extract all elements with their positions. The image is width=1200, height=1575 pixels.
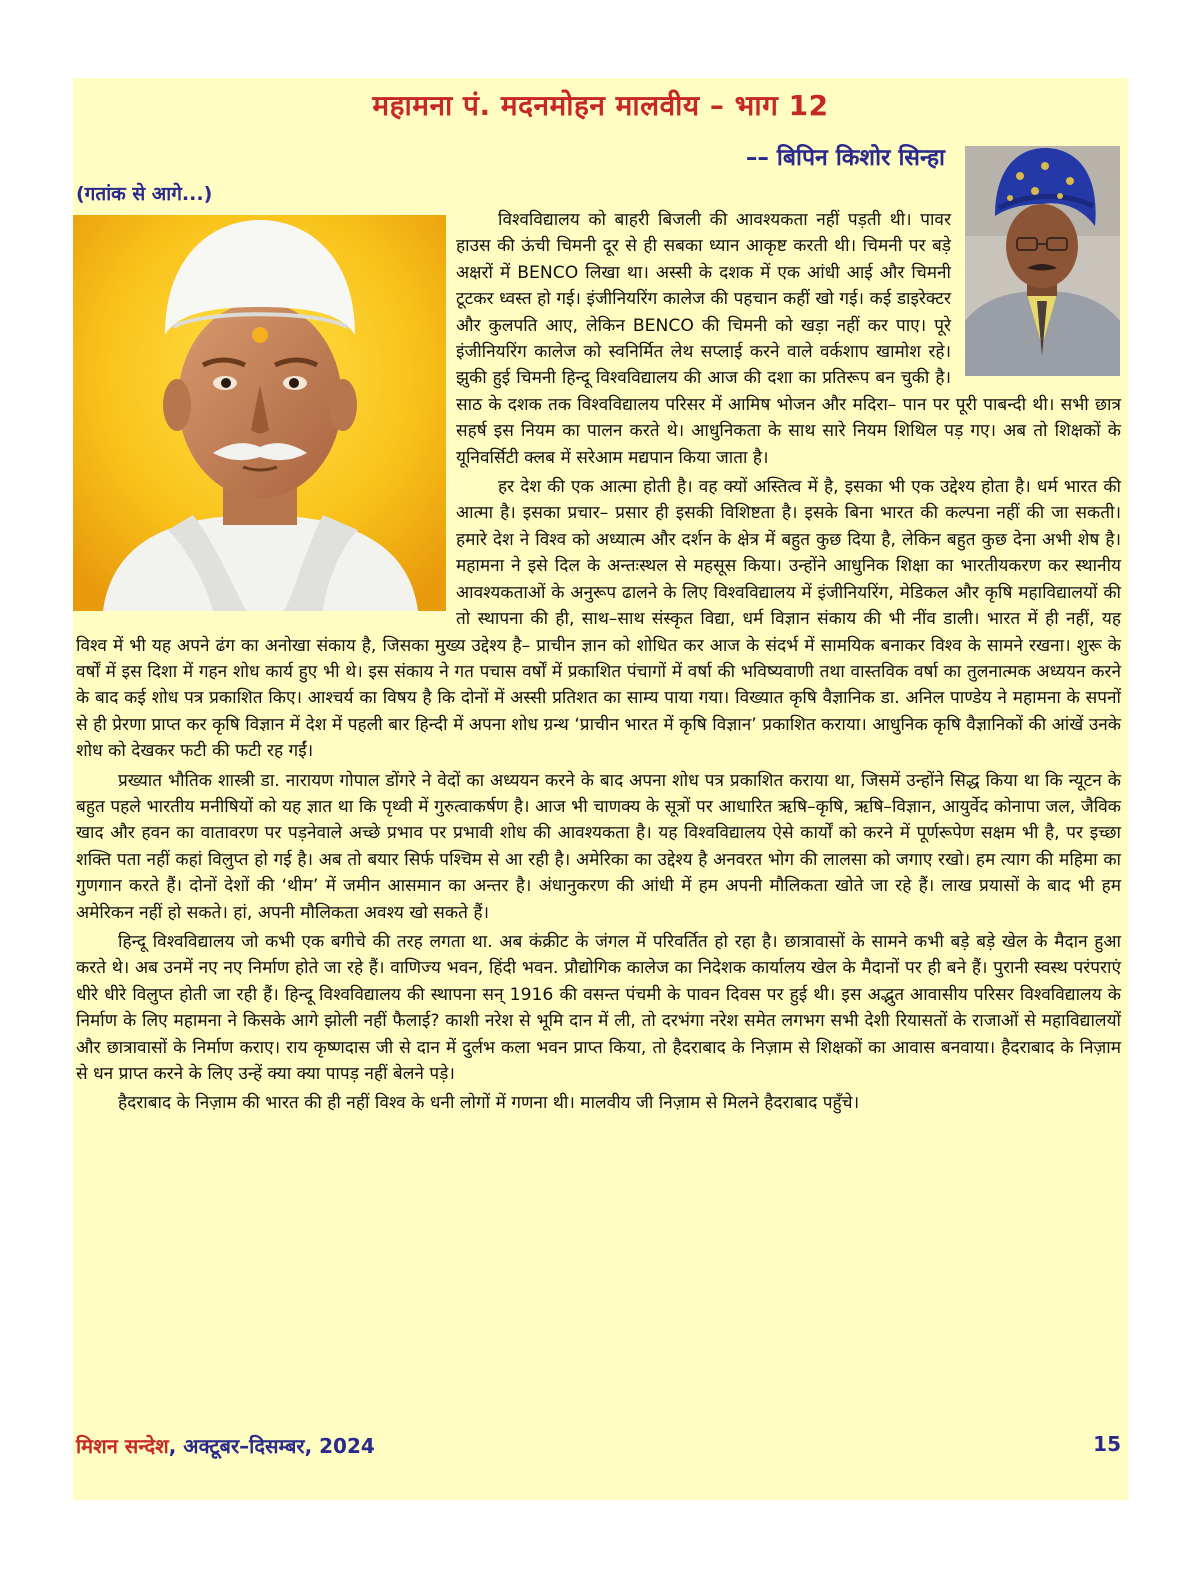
paragraph-3: प्रख्यात भौतिक शास्त्री डा. नारायण गोपाल डोंगरे ने वेदों का अध्ययन करने के बाद अपना शोध पत्र प्रकाशित कराया था, जिसमें उन्होंने सिद्ध किया था कि न्यूटन के बहुत पहले भारतीय मनीषियों को यह ज्ञात था कि पृथ्वी में गुरुत्वाकर्षण है। आज भी चाणक्य के सूत्रों पर आधारित ऋषि–कृषि, ऋषि–विज्ञान, आयुर्वेद कोनापा जल, जैविक खाद और हवन का वातावरण पर पड़नेवाले अच्छे प्रभाव पर प्रभावी शोध की आवश्यकता है। यह विश्वविद्यालय ऐसे कार्यों को करने में पूर्णरूपेण सक्षम भी है, पर इच्छा शक्ति पता नहीं कहां विलुप्त हो गई है। अब तो बयार सिर्फ पश्चिम से आ रही है। अमेरिका का उद्देश्य है अनवरत भोग की लालसा को जगाए रखो। हम त्याग की महिमा का गुणगान करते हैं। दोनों देशों की ‘थीम’ में जमीन आसमान का अन्तर है। अंधानुकरण की आंधी में हम अपनी मौलिकता खोते जा रहे हैं। लाख प्रयासों के बाद भी हम अमेरिकन नहीं हो सकते। हां, अपनी मौलिकता अवश्य खो सकते हैं। [76, 770, 1121, 923]
portrait-spacer [76, 207, 456, 617]
paragraph-4: हिन्दू विश्वविद्यालय जो कभी एक बगीचे की तरह लगता था. अब कंक्रीट के जंगल में परिवर्तित हो रहा है। छात्रावासों के सामने कभी बड़े बड़े खेल के मैदान हुआ करते थे। अब उनमें नए नए निर्माण होते जा रहे हैं। वाणिज्य भवन, हिंदी भवन. प्रौद्योगिक कालेज का निदेशक कार्यालय खेल के मैदानों पर ही बने हैं। पुरानी स्वस्थ परंपराएं धीरे धीरे विलुप्त होती जा रही हैं। हिन्दू विश्वविद्यालय की स्थापना सन् 1916 की वसन्त पंचमी के पावन दिवस पर हुई थी। इस अद्भुत आवासीय परिसर विश्वविद्यालय के निर्माण के लिए महामना ने किसके आगे झोली नहीं फैलाई? काशी नरेश से भूमि दान में ली, तो दरभंगा नरेश समेत लगभग सभी देशी रियासतों के राजाओं से महाविद्यालयों और छात्रावासों के निर्माण कराए। राय कृष्णदास जी से दान में दुर्लभ कला भवन प्राप्त किया, तो हैदराबाद के निज़ाम से शिक्षकों का आवास बनवाया। हैदराबाद के निज़ाम से धन प्राप्त करने के लिए उन्हें क्या क्या पापड़ नहीं बेलने पड़े। [76, 931, 1121, 1084]
article-title: महामना पं. मदनमोहन मालवीय – भाग 12 [372, 89, 829, 122]
issue-date: , अक्टूबर–दिसम्बर, 2024 [168, 1434, 375, 1458]
magazine-name: मिशन सन्देश [76, 1434, 169, 1458]
article-body [76, 207, 1121, 1120]
paragraph-1: विश्वविद्यालय को बाहरी बिजली की आवश्यकता नहीं पड़ती थी। पावर हाउस की ऊंची चिमनी दूर से ही सबका ध्यान आकृष्ट करती थी। चिमनी पर बड़े अक्षरों में BENCO लिखा था। अस्सी के दशक में एक आंधी आई और चिमनी टूटकर ध्वस्त हो गई। इंजीनियरिंग कालेज की पहचान कहीं खो गई। कई डाइरेक्टर और कुलपति आए, लेकिन BENCO की चिमनी को खड़ा नहीं कर पाए। पूरे इंजीनियरिंग कालेज को स्वनिर्मित लेथ सप्लाई करने वाले वर्कशाप खामोश रहे। झुकी हुई चिमनी हिन्दू विश्वविद्यालय की आज की दशा का प्रतिरूप बन चुकी है।साठ के दशक तक विश्वविद्यालय परिसर में आमिष भोजन और मदिरा– पान पर पूरी पाबन्दी थी। सभी छात्र सहर्ष इस नियम का पालन करते थे। आधुनिकता के साथ सारे नियम शिथिल पड़ गए। अब तो शिक्षकों के यूनिवर्सिटी क्लब में सरेआम मद्यपान किया जाता है। [456, 210, 1121, 468]
paragraph-2: हर देश की एक आत्मा होती है। वह क्यों अस्तित्व में है, इसका भी एक उद्देश्य होता है। धर्म भारत की आत्मा है। इसका प्रचार– प्रसार ही इसकी विशिष्टता है। इसके बिना भारत की कल्पना नहीं की जा सकती। हमारे देश ने विश्व को अध्यात्म और दर्शन के क्षेत्र में बहुत कुछ दिया है, लेकिन बहुत कुछ देना अभी शेष है। महामना ने इसे दिल के अन्तःस्थल से महसूस किया। उन्होंने आधुनिक शिक्षा का भारतीयकरण कर स्थानीय आवश्यकताओं के अनुरूप ढालने के लिए विश्वविद्यालय में इंजीनियरिंग, मेडिकल और कृषि महाविद्यालयों की तो स्थापना की ही, साथ–साथ संस्कृत विद्या, धर्म विज्ञान संकाय की भी नींव डाली। भारत में ही नहीं, यह विश्व में भी यह अपने ढंग का अनोखा संकाय है, जिसका मुख्य उद्देश्य है– प्राचीन ज्ञान को शोधित कर आज के संदर्भ में सामयिक बनाकर विश्व के सामने रखना। शुरू के वर्षों में इस दिशा में गहन शोध कार्य हुए भी थे। इस संकाय ने गत पचास वर्षों में प्रकाशित पंचागों में वर्षा की भविष्यवाणी तथा वास्तविक वर्षा का तुलनात्मक अध्ययन करने के बाद कई शोध पत्र प्रकाशित किए। आश्चर्य का विषय है कि दोनों में अस्सी प्रतिशत का साम्य पाया गया। विख्यात कृषि वैज्ञानिक डा. अनिल पाण्डेय ने महामना के सपनों से ही प्रेरणा प्राप्त कर कृषि विज्ञान में देश में पहली बार हिन्दी में अपना शोध ग्रन्थ ‘प्राचीन भारत में कृषि विज्ञान’ प्रकाशित कराया। आधुनिक कृषि वैज्ञानिकों की आंखें उनके शोध को देखकर फटी की फटी रह गईं। [76, 477, 1121, 762]
photo-spacer [951, 207, 1121, 387]
author-byline: –– बिपिन किशोर सिन्हा [745, 145, 945, 171]
continued-note: (गतांक से आगे...) [76, 183, 213, 205]
page-number: 15 [1093, 1432, 1121, 1456]
paragraph-5: हैदराबाद के निज़ाम की भारत की ही नहीं विश्व के धनी लोगों में गणना थी। मालवीय जी निज़ाम से मिलने हैदराबाद पहुँचे। [118, 1093, 860, 1114]
page-footer [76, 1432, 1121, 1459]
